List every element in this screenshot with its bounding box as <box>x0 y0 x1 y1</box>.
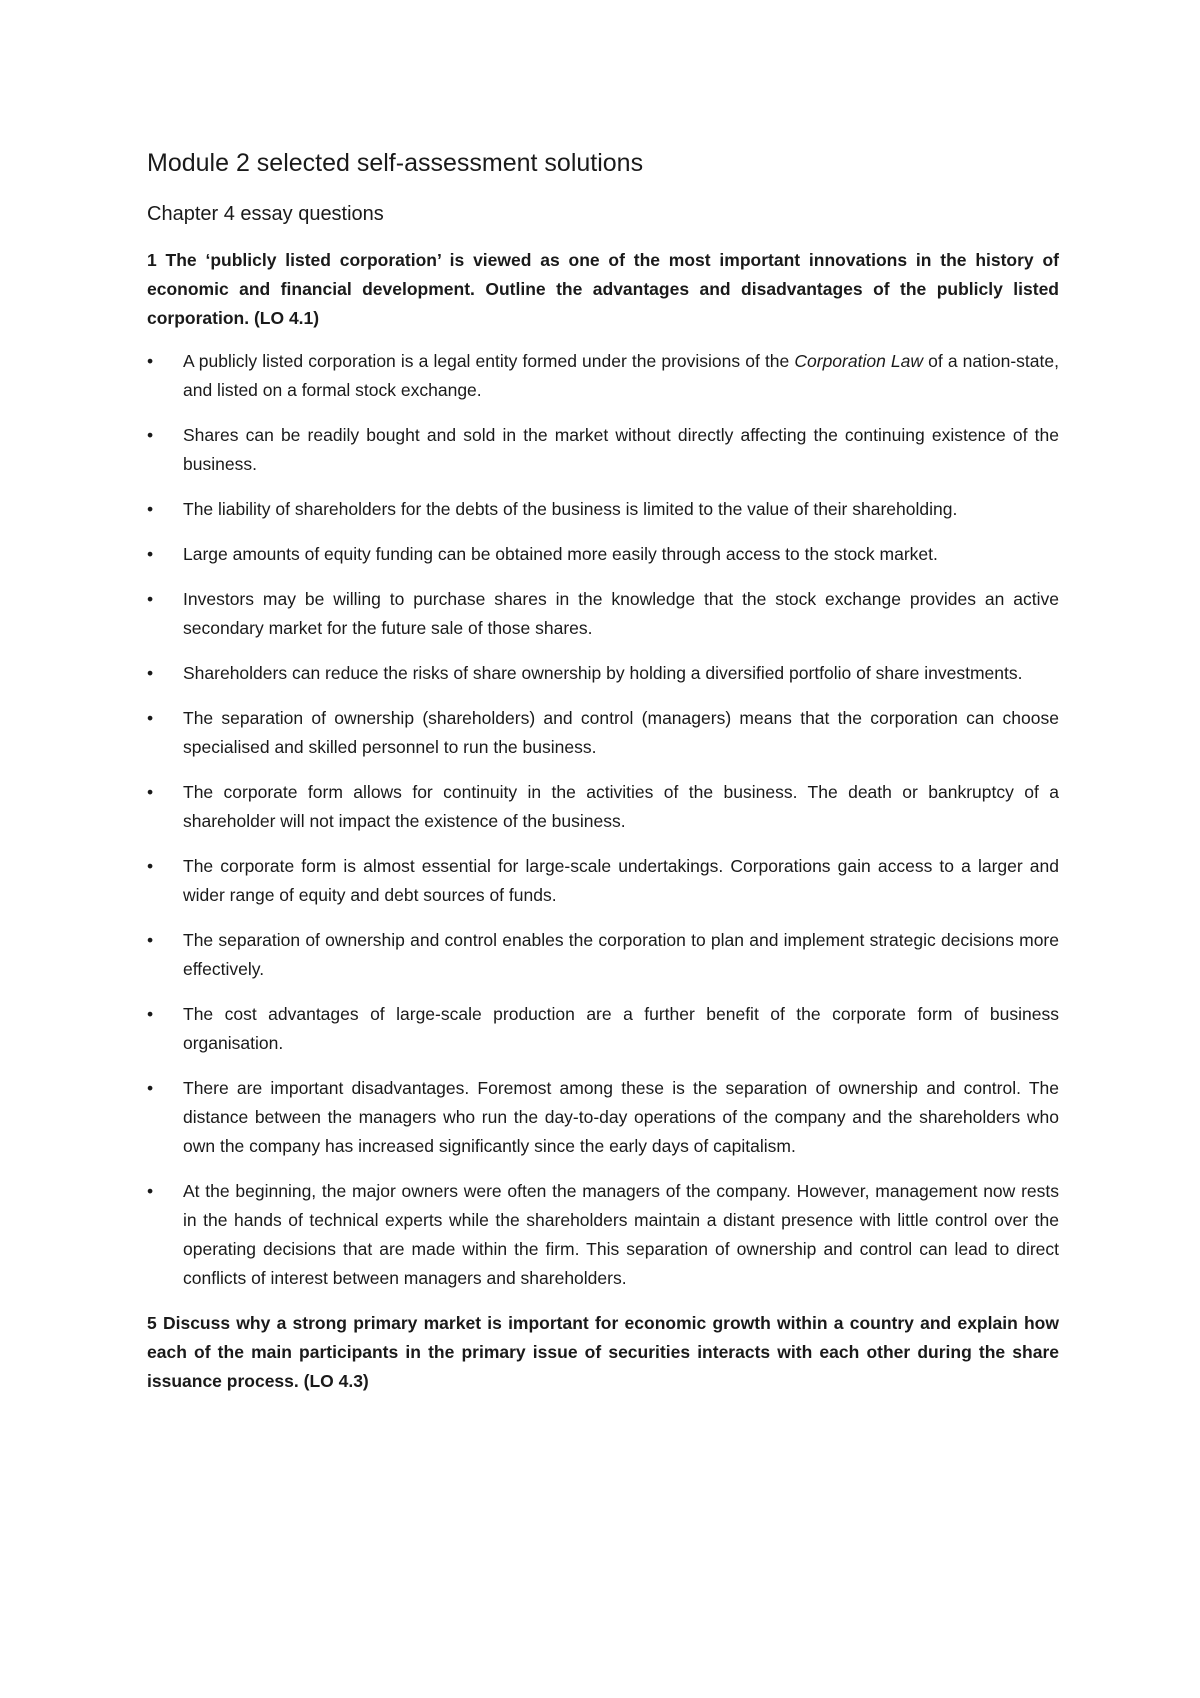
bullet-icon: • <box>147 782 154 802</box>
list-item <box>147 926 1059 984</box>
bullet-icon: • <box>147 544 154 564</box>
list-item <box>147 1000 1059 1058</box>
chapter-heading: Chapter 4 essay questions <box>147 203 384 225</box>
list-item-text: The corporate form is almost essential for large-scale undertakings. Corporations gain access to a larger and wider range of equity and debt sources of funds. <box>183 856 1059 905</box>
list-item-text: The cost advantages of large-scale production are a further benefit of the corporate form of business organisation. <box>183 1004 1059 1053</box>
list-item-text: Shareholders can reduce the risks of share ownership by holding a diversified portfolio of share investments. <box>183 663 1023 683</box>
bullet-icon: • <box>147 1078 154 1098</box>
bullet-icon: • <box>147 351 154 371</box>
list-item-text: The separation of ownership (shareholders) and control (managers) means that the corporation can choose specialised and skilled personnel to run the business. <box>183 708 1059 757</box>
list-item-text: The liability of shareholders for the debts of the business is limited to the value of their shareholding. <box>183 499 958 519</box>
list-item-text: The corporate form allows for continuity in the activities of the business. The death or bankruptcy of a shareholder will not impact the existence of the business. <box>183 782 1059 831</box>
bullet-icon: • <box>147 856 154 876</box>
bullet-icon: • <box>147 499 154 519</box>
list-item <box>147 1074 1059 1161</box>
list-item <box>147 540 1059 569</box>
bullet-icon: • <box>147 708 154 728</box>
bullet-icon: • <box>147 425 154 445</box>
list-item-text-after: of a nation-state, and listed on a formal stock exchange. <box>183 351 1059 400</box>
list-item-text: Large amounts of equity funding can be obtained more easily through access to the stock market. <box>183 544 938 564</box>
list-item <box>147 1177 1059 1293</box>
document-title: Module 2 selected self-assessment solutions <box>147 149 644 177</box>
list-item-text: There are important disadvantages. Foremost among these is the separation of ownership and control. The distance between the managers who run the day-to-day operations of the company and the shareholders who own the company has increased significantly since the early days of capitalism. <box>183 1078 1059 1156</box>
bullet-icon: • <box>147 589 154 609</box>
list-item <box>147 659 1059 688</box>
bullet-icon: • <box>147 1004 154 1024</box>
document-page <box>147 148 1059 1410</box>
list-item <box>147 585 1059 643</box>
list-item <box>147 704 1059 762</box>
question-5: 5 Discuss why a strong primary market is important for economic growth within a country and explain how each of the main participants in the primary issue of securities interacts with each other during the share issuance process. (LO 4.3) <box>147 1313 1059 1391</box>
list-item-text: The separation of ownership and control enables the corporation to plan and implement strategic decisions more effectively. <box>183 930 1059 979</box>
bullet-icon: • <box>147 930 154 950</box>
list-item <box>147 852 1059 910</box>
bullet-icon: • <box>147 1181 154 1201</box>
bullet-icon: • <box>147 663 154 683</box>
list-item <box>147 778 1059 836</box>
list-item-text: Shares can be readily bought and sold in the market without directly affecting the continuing existence of the business. <box>183 425 1059 474</box>
question-1: 1 The ‘publicly listed corporation’ is viewed as one of the most important innovations in the history of economic and financial development. Outline the advantages and disadvantages of the publicly listed corporation. (LO 4.1) <box>147 250 1059 328</box>
list-item <box>147 421 1059 479</box>
list-item-text-italic: Corporation Law <box>794 351 924 371</box>
list-item-text: Investors may be willing to purchase shares in the knowledge that the stock exchange provides an active secondary market for the future sale of those shares. <box>183 589 1059 638</box>
answer-1-list <box>147 347 1059 1293</box>
list-item <box>147 347 1059 405</box>
list-item-text: At the beginning, the major owners were often the managers of the company. However, management now rests in the hands of technical experts while the shareholders maintain a distant presence with little control over the operating decisions that are made within the firm. This separation of ownership and control can lead to direct conflicts of interest between managers and shareholders. <box>183 1181 1059 1288</box>
list-item-text-before: A publicly listed corporation is a legal entity formed under the provisions of the <box>183 351 795 371</box>
list-item <box>147 495 1059 524</box>
